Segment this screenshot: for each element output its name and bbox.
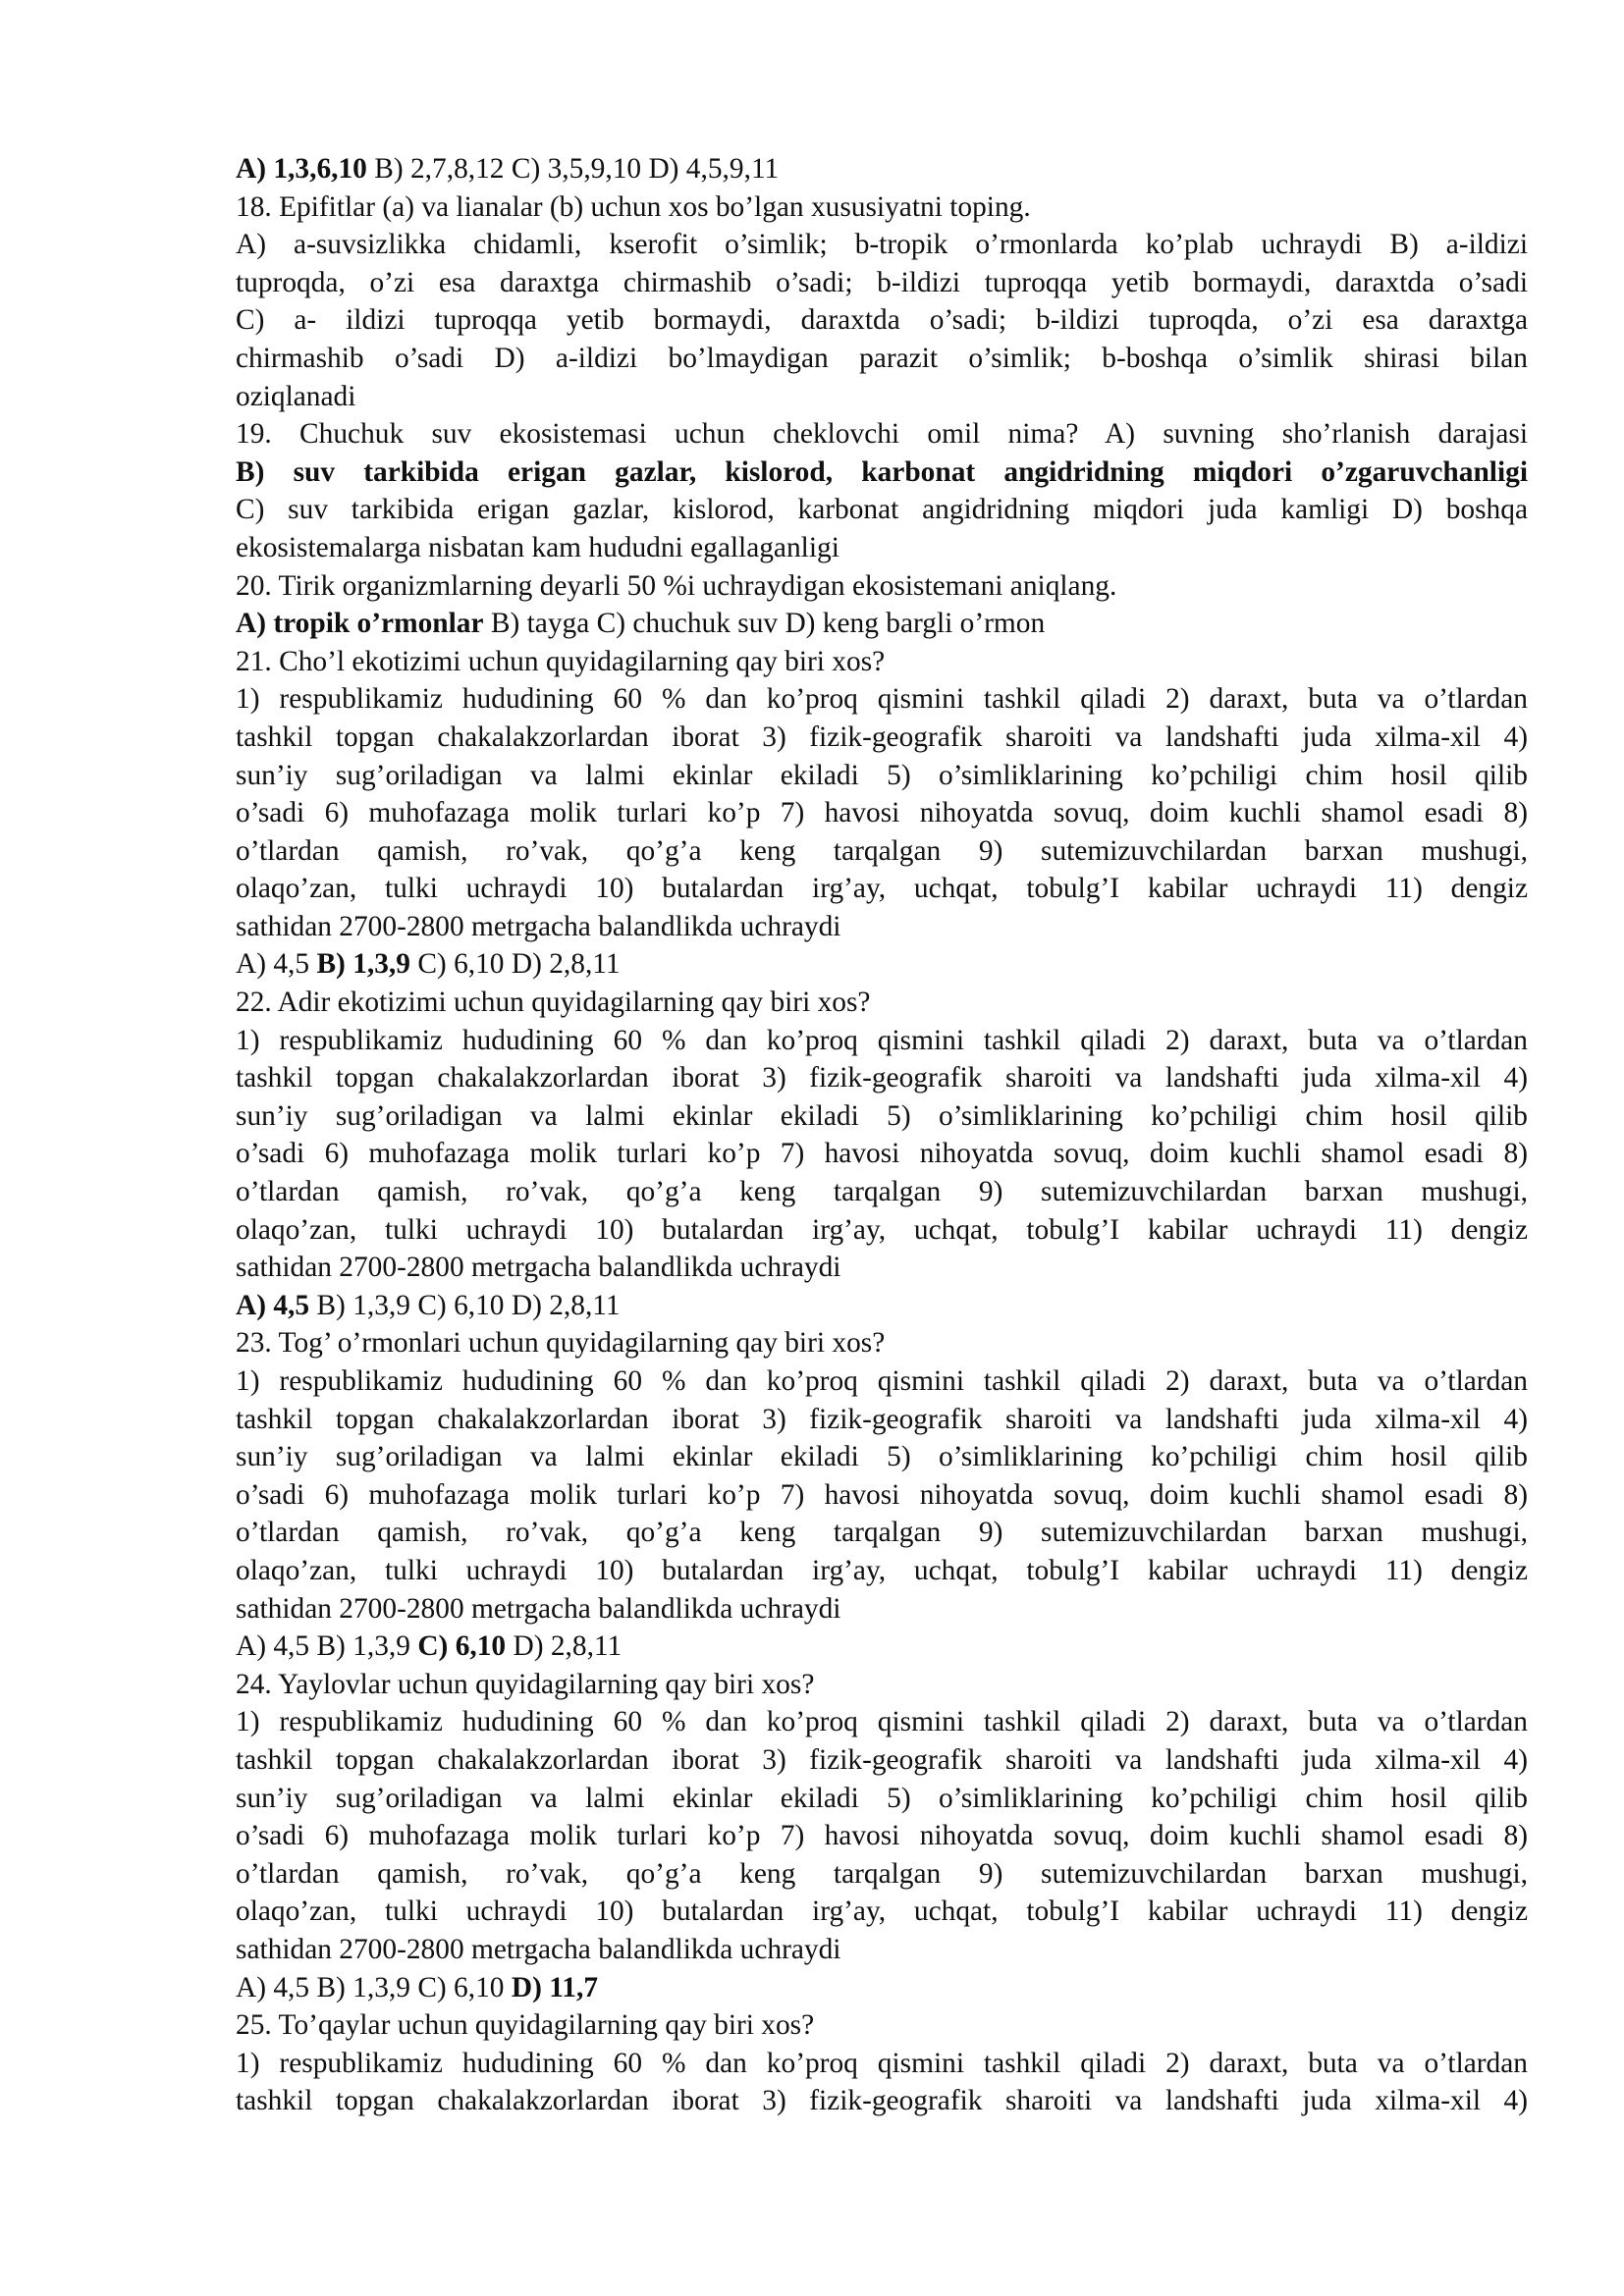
text-line: sathidan 2700-2800 metrgacha balandlikda uchraydi xyxy=(236,910,841,942)
text-line: o’tlardan qamish, ro’vak, qo’g’a keng tarqalgan 9) sutemizuvchilardan barxan mushugi, xyxy=(236,1857,1528,1890)
answer-option-text: A) 4,5 B) 1,3,9 xyxy=(236,1630,418,1663)
question-line: 25. To’qaylar uchun quyidagilarning qay biri xos? xyxy=(236,2009,815,2042)
answer-option-text: B) tayga C) chuchuk suv D) keng bargli o’rmon xyxy=(483,608,1046,640)
answer-options-line xyxy=(236,150,1528,188)
text-line: sun’iy sug’oriladigan va lalmi ekinlar ekiladi 5) o’simliklarining ko’pchiligi chim hosil qilib xyxy=(236,759,1528,791)
text-line: sathidan 2700-2800 metrgacha balandlikda uchraydi xyxy=(236,1933,841,1965)
text-line xyxy=(236,454,1528,492)
correct-answer: C) 6,10 xyxy=(417,1630,507,1663)
text-line: tashkil topgan chakalakzorlardan iborat 3) fizik-geografik sharoiti va landshafti juda xilma-xil 4) xyxy=(236,1403,1528,1435)
text-line: 1) respublikamiz hududining 60 % dan ko’proq qismini tashkil qiladi 2) daraxt, buta va o’tlardan xyxy=(236,1024,1528,1056)
text-line: o’tlardan qamish, ro’vak, qo’g’a keng tarqalgan 9) sutemizuvchilardan barxan mushugi, xyxy=(236,1176,1528,1208)
text-line: sun’iy sug’oriladigan va lalmi ekinlar ekiladi 5) o’simliklarining ko’pchiligi chim hosil qilib xyxy=(236,1782,1528,1814)
answer-option-text: C) 6,10 D) 2,8,11 xyxy=(409,948,621,981)
text-line: olaqo’zan, tulki uchraydi 10) butalardan irg’ay, uchqat, tobulg’I kabilar uchraydi 11) dengiz xyxy=(236,1213,1528,1246)
text-line: sun’iy sug’oriladigan va lalmi ekinlar ekiladi 5) o’simliklarining ko’pchiligi chim hosil qilib xyxy=(236,1099,1528,1132)
answer-options-line xyxy=(236,1287,1528,1325)
question-line: 21. Cho’l ekotizimi uchun quyidagilarning qay biri xos? xyxy=(236,645,886,677)
text-line: olaqo’zan, tulki uchraydi 10) butalardan irg’ay, uchqat, tobulg’I kabilar uchraydi 11) dengiz xyxy=(236,1896,1528,1928)
text-line: 1) respublikamiz hududining 60 % dan ko’proq qismini tashkil qiladi 2) daraxt, buta va o’tlardan xyxy=(236,1365,1528,1397)
text-line: A) a-suvsizlikka chidamli, kserofit o’simlik; b-tropik o’rmonlarda ko’plab uchraydi B) a-ildizi xyxy=(236,229,1528,261)
text-line: 1) respublikamiz hududining 60 % dan ko’proq qismini tashkil qiladi 2) daraxt, buta va o’tlardan xyxy=(236,1706,1528,1738)
answer-options-line xyxy=(236,605,1528,643)
answer-option-text: A) 4,5 B) 1,3,9 C) 6,10 xyxy=(236,1971,512,2003)
question-line: 20. Tirik organizmlarning deyarli 50 %i uchraydigan ekosistemani aniqlang. xyxy=(236,569,1117,602)
correct-answer: A) 1,3,6,10 xyxy=(236,153,367,185)
text-line: sathidan 2700-2800 metrgacha balandlikda uchraydi xyxy=(236,1592,841,1625)
text-line: 1) respublikamiz hududining 60 % dan ko’proq qismini tashkil qiladi 2) daraxt, buta va o’tlardan xyxy=(236,2047,1528,2079)
answer-options-line xyxy=(236,1969,1528,2007)
document-page xyxy=(236,150,1528,2120)
text-line: 1) respublikamiz hududining 60 % dan ko’proq qismini tashkil qiladi 2) daraxt, buta va o’tlardan xyxy=(236,683,1528,716)
text-line: 19. Chuchuk suv ekosistemasi uchun cheklovchi omil nima? A) suvning sho’rlanish darajasi xyxy=(236,418,1528,451)
text-line: sathidan 2700-2800 metrgacha balandlikda uchraydi xyxy=(236,1252,841,1284)
answer-option-text: B) 2,7,8,12 C) 3,5,9,10 D) 4,5,9,11 xyxy=(366,153,780,185)
text-line: olaqo’zan, tulki uchraydi 10) butalardan irg’ay, uchqat, tobulg’I kabilar uchraydi 11) dengiz xyxy=(236,1554,1528,1586)
correct-answer: A) 4,5 xyxy=(236,1289,310,1321)
text-line: tashkil topgan chakalakzorlardan iborat 3) fizik-geografik sharoiti va landshafti juda xilma-xil 4) xyxy=(236,1743,1528,1776)
text-line: o’tlardan qamish, ro’vak, qo’g’a keng tarqalgan 9) sutemizuvchilardan barxan mushugi, xyxy=(236,834,1528,867)
text-line: tashkil topgan chakalakzorlardan iborat 3) fizik-geografik sharoiti va landshafti juda xilma-xil 4) xyxy=(236,721,1528,753)
text-line: tuproqda, o’zi esa daraxtga chirmashib o’sadi; b-ildizi tuproqqa yetib bormaydi, daraxtda o’sadi xyxy=(236,266,1528,298)
text-line: C) a- ildizi tuproqqa yetib bormaydi, daraxtda o’sadi; b-ildizi tuproqda, o’zi esa daraxtga xyxy=(236,304,1528,337)
text-line: o’sadi 6) muhofazaga molik turlari ko’p 7) havosi nihoyatda sovuq, doim kuchli shamol esadi 8) xyxy=(236,1138,1528,1170)
text-line: o’sadi 6) muhofazaga molik turlari ko’p 7) havosi nihoyatda sovuq, doim kuchli shamol esadi 8) xyxy=(236,1478,1528,1511)
question-line: 24. Yaylovlar uchun quyidagilarning qay biri xos? xyxy=(236,1668,815,1700)
text-line: tashkil topgan chakalakzorlardan iborat 3) fizik-geografik sharoiti va landshafti juda xilma-xil 4) xyxy=(236,1062,1528,1095)
question-line: 23. Tog’ o’rmonlari uchun quyidagilarning qay biri xos? xyxy=(236,1327,886,1360)
correct-answer: A) tropik o’rmonlar xyxy=(236,608,484,640)
answer-options-line xyxy=(236,945,1528,984)
text-line: oziqlanadi xyxy=(236,380,356,412)
text-line: olaqo’zan, tulki uchraydi 10) butalardan irg’ay, uchqat, tobulg’I kabilar uchraydi 11) dengiz xyxy=(236,873,1528,905)
text-line: o’sadi 6) muhofazaga molik turlari ko’p 7) havosi nihoyatda sovuq, doim kuchli shamol esadi 8) xyxy=(236,797,1528,829)
correct-answer: B) suv tarkibida erigan gazlar, kislorod, karbonat angidridning miqdori o’zgaruvchanligi xyxy=(236,455,1528,488)
text-line: o’tlardan qamish, ro’vak, qo’g’a keng tarqalgan 9) sutemizuvchilardan barxan mushugi, xyxy=(236,1517,1528,1549)
question-line: 22. Adir ekotizimi uchun quyidagilarning qay biri xos? xyxy=(236,987,871,1019)
question-line: 18. Epifitlar (a) va lianalar (b) uchun xos bo’lgan xususiyatni toping. xyxy=(236,190,1031,223)
text-line: tashkil topgan chakalakzorlardan iborat 3) fizik-geografik sharoiti va landshafti juda xilma-xil 4) xyxy=(236,2085,1528,2117)
text-line: o’sadi 6) muhofazaga molik turlari ko’p 7) havosi nihoyatda sovuq, doim kuchli shamol esadi 8) xyxy=(236,1820,1528,1852)
correct-answer: D) 11,7 xyxy=(511,1971,599,2003)
text-line: chirmashib o’sadi D) a-ildizi bo’lmaydigan parazit o’simlik; b-boshqa o’simlik shirasi bilan xyxy=(236,342,1528,374)
text-line: sun’iy sug’oriladigan va lalmi ekinlar ekiladi 5) o’simliklarining ko’pchiligi chim hosil qilib xyxy=(236,1441,1528,1473)
text-line: ekosistemalarga nisbatan kam hududni egallaganligi xyxy=(236,531,839,563)
answer-options-line xyxy=(236,1628,1528,1666)
correct-answer: B) 1,3,9 xyxy=(316,948,410,981)
answer-option-text: D) 2,8,11 xyxy=(506,1630,623,1663)
answer-option-text: B) 1,3,9 C) 6,10 D) 2,8,11 xyxy=(309,1289,621,1321)
text-line: C) suv tarkibida erigan gazlar, kislorod, karbonat angidridning miqdori juda kamligi D) boshqa xyxy=(236,494,1528,526)
answer-option-text: A) 4,5 xyxy=(236,948,317,981)
